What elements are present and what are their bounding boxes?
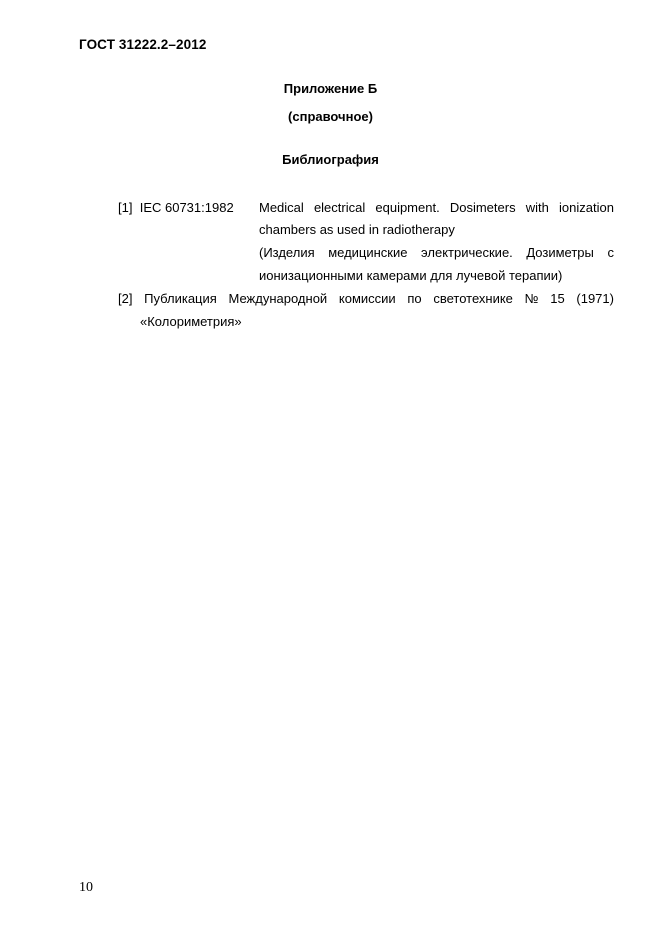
word: № [524, 291, 539, 306]
entry-1-number [118, 200, 234, 216]
entry-1-title-ru-line2: ионизационными камерами для лучевой терапии) [259, 268, 563, 283]
entry-1-title-en-line1 [259, 200, 614, 216]
page-number: 10 [79, 880, 93, 895]
appendix-title: Приложение Б [283, 81, 378, 96]
word: 15 [550, 291, 565, 306]
entry-number: [2] [118, 291, 133, 306]
word: электрические. [421, 245, 513, 260]
standard-code-header: ГОСТ 31222.2–2012 [79, 37, 207, 52]
appendix-subtitle: (справочное) [288, 109, 373, 124]
word: по [407, 291, 422, 306]
word: Международной [228, 291, 328, 306]
entry-1-title-ru-line1 [259, 245, 614, 261]
entry-1-title-en-line2: chambers as used in radiotherapy [259, 222, 455, 237]
word: с [607, 245, 614, 260]
word: светотехнике [433, 291, 513, 306]
word: ionization [559, 200, 614, 215]
word: Medical [259, 200, 304, 215]
word: (Изделия [259, 245, 315, 260]
word: медицинские [328, 245, 408, 260]
entry-2-line1 [118, 291, 614, 307]
word: Dosimeters [449, 200, 516, 215]
entry-designation: IEC 60731:1982 [139, 200, 234, 215]
word: (1971) [576, 291, 614, 306]
word: with [525, 200, 549, 215]
bibliography-heading: Библиография [282, 152, 379, 167]
word: Дозиметры [526, 245, 594, 260]
word: комиссии [338, 291, 396, 306]
word: Публикация [144, 291, 217, 306]
entry-number: [1] [118, 200, 133, 215]
entry-2-line2: «Колориметрия» [140, 314, 242, 329]
word: equipment. [375, 200, 440, 215]
word: electrical [313, 200, 366, 215]
